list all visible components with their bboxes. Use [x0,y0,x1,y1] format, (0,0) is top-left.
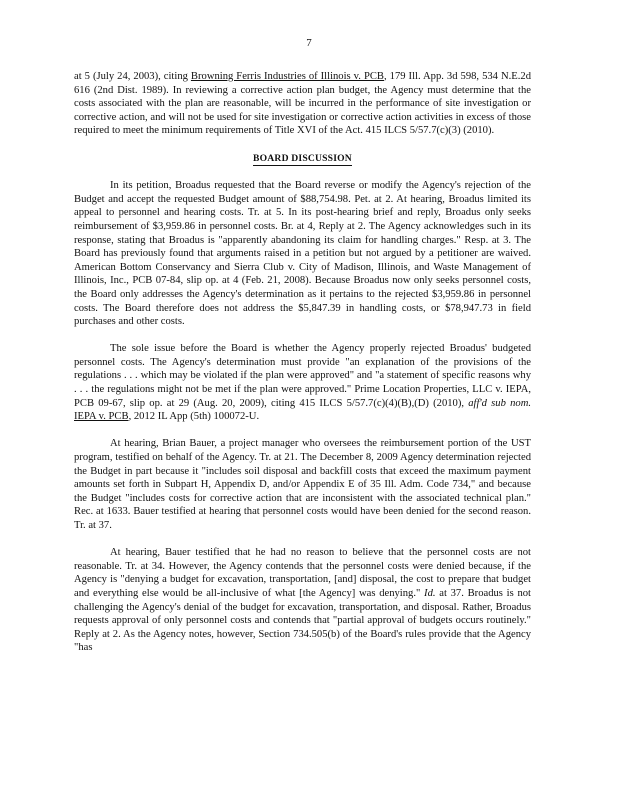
paragraph-5-text-1: At hearing, Bauer testified that he had no reason to believe that the personnel costs are not reasonable. Tr. at 34. However, the Agency contends that the personnel costs were denied because, if the Agency is "denying a budget for excavation, transportation, [and] disposal, the cost to prepare that budget and everything else would be all-inclusive of what [the Agency] was denying." [74,547,531,599]
paragraph-2 [74,179,531,329]
paragraph-5 [74,546,531,655]
paragraph-3-text-2: , 2012 IL App (5th) 100072-U. [128,411,260,423]
paragraph-4-text: At hearing, Brian Bauer, a project manager who oversees the reimbursement portion of the UST program, testified on behalf of the Agency. Tr. at 21. The December 8, 2009 Agency determination rejected the Budget in part because it "includes soil disposal and backfill costs that exceed the maximum payment amounts set forth in Subpart H, Appendix D, and/or Appendix E of 35 Ill. Adm. Code 734," and because the Budget "includes costs for corrective action that are inconsistent with the associated technical plan." Rec. at 1633. Bauer testified at hearing that personnel costs would have been denied for the second reason. Tr. at 37. [74,438,531,531]
case-citation-browning: Browning Ferris Industries of Illinois v. PCB [190,71,384,82]
paragraph-3-text-1: The sole issue before the Board is whether the Agency properly rejected Broadus' budgeted personnel costs. The Agency's determination must provide "an explanation of the provisions of the regulations . . . which may be violated if the plan were approved" and "a statement of specific reasons why . . . the regulations might not be met if the plan were approved." Prime Location Properties, LLC v. IEPA, PCB 09-67, slip op. at 29 (Aug. 20, 2009), citing 415 ILCS 5/57.7(c)(4)(B),(D) (2010), [74,343,531,409]
case-citation-iepa: IEPA v. PCB [74,411,129,423]
paragraph-1-text-2: , 179 Ill. App. 3d 598, 534 N.E.2d 616 (2nd Dist. 1989). In reviewing a corrective action plan budget, the Agency must determine that the costs associated with the plan are reasonable, will be incurred in the performance of site investigation or corrective action, and will not be used for site investigation or corrective action activities in excess of those required to meet the minimum requirements of Title XVI of the Act. 415 ILCS 5/57.7(c)(3) (2010). [74,71,531,137]
paragraph-1 [74,70,531,138]
citation-signal: aff'd sub nom. [468,397,531,409]
id-citation: Id. [424,587,436,599]
body-text [74,70,531,669]
paragraph-5-text-2: at 37. Broadus is not challenging the Agency's denial of the budget for excavation, transportation, and disposal. Rather, Broadus requests approval of only personnel costs and contends that "partial approval of budgets occurs routinely." Reply at 2. As the Agency notes, however, Section 734.505(b) of the Board's rules provide that the Agency "has [74,587,531,654]
paragraph-2-text: In its petition, Broadus requested that the Board reverse or modify the Agency's rejection of the Budget and accept the requested Budget amount of $88,754.98. Pet. at 2. At hearing, Broadus limited its appeal to personnel and hearing costs. Tr. at 5. In its post-hearing brief and reply, Broadus only seeks reimbursement of $3,959.86 in personnel costs. Br. at 4, Reply at 2. The Agency acknowledges such in its response, stating that Broadus is "apparently abandoning its claim for handling charges." Resp. at 3. The Board has previously found that arguments raised in a petition but not argued by a petitioner are waived. American Bottom Conservancy and Sierra Club v. City of Madison, Illinois, and Waste Management of Illinois, Inc., PCB 07-84, slip op. at 4 (Feb. 21, 2008). Because Broadus now only seeks personnel costs, the Board only addresses the Agency's determination as it pertains to the rejected $3,959.86 in personnel costs. The Board therefore does not address the $5,847.39 in handling costs, or $78,947.73 in field purchases and other costs. [74,180,531,328]
paragraph-3 [74,342,531,424]
paragraph-4 [74,437,531,532]
paragraph-1-text-1: at 5 (July 24, 2003), citing [74,71,191,82]
section-heading: BOARD DISCUSSION [253,152,352,164]
page-number: 7 [306,37,312,49]
